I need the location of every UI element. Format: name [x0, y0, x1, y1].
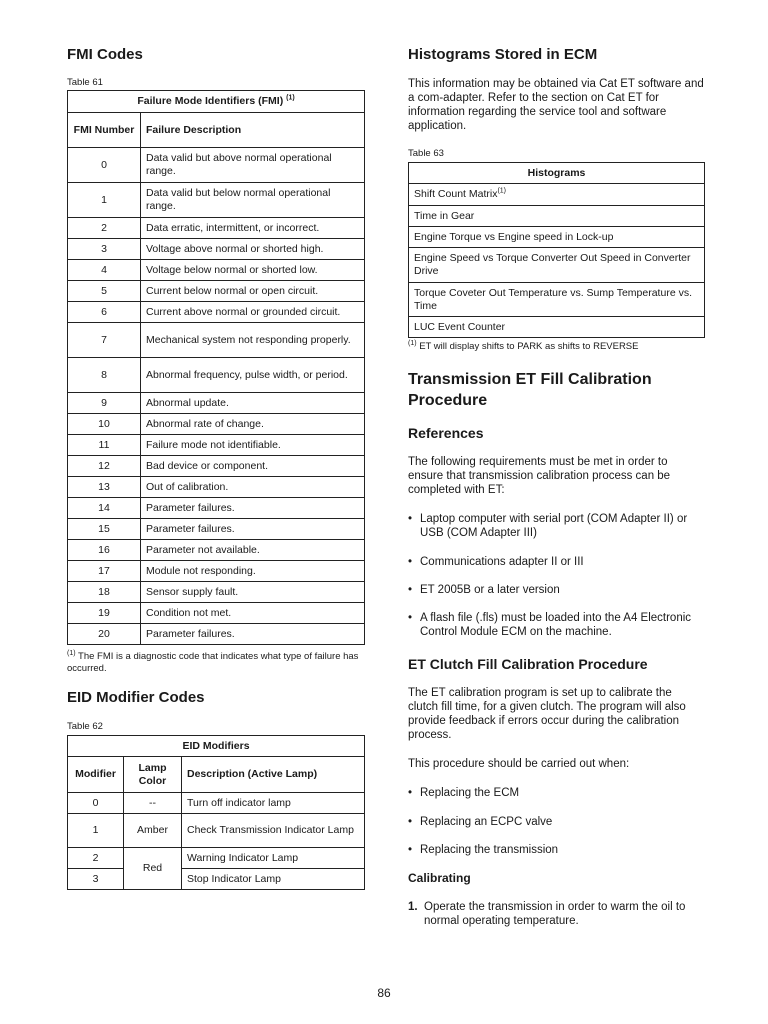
fmi-description-cell: Sensor supply fault. [141, 582, 365, 603]
fmi-col-number-header: FMI Number [68, 113, 141, 148]
references-heading: References [408, 425, 484, 441]
table-row [68, 239, 365, 260]
table-row [68, 183, 365, 218]
table-row [68, 414, 365, 435]
histogram-cell: Time in Gear [409, 206, 705, 227]
eid-lamp-color-cell: Amber [124, 814, 182, 848]
eid-lamp-color-cell: -- [124, 793, 182, 814]
eid-modifier-heading: EID Modifier Codes [67, 689, 205, 706]
clutch-fill-paragraph: The ET calibration program is set up to calibrate the clutch fill time, for a given clutch. The program will also provide feedback if errors occur during the calibration process. [408, 687, 686, 741]
table-row [68, 477, 365, 498]
fmi-description-cell: Current above normal or grounded circuit. [141, 302, 365, 323]
step-1: 1. Operate the transmission in order to warm the oil to normal operating temperature. [408, 901, 686, 927]
table-row [68, 393, 365, 414]
fmi-description-cell: Voltage below normal or shorted low. [141, 260, 365, 281]
histogram-cell: LUC Event Counter [409, 317, 705, 338]
histogram-cell: Shift Count Matrix$^{(1)}$ [409, 184, 705, 206]
fmi-description-cell: Data valid but below normal operational range. [141, 183, 365, 218]
table-row [409, 227, 705, 248]
fmi-footnote: $^{(1)}$ The FMI is a diagnostic code that indicates what type of failure has occurred. [67, 649, 359, 674]
list-item: • Replacing the transmission [408, 844, 559, 856]
eid-description-cell: Turn off indicator lamp [182, 793, 365, 814]
histograms-table [408, 162, 705, 338]
fmi-number-cell: 12 [68, 456, 141, 477]
fmi-description-cell: Data valid but above normal operational range. [141, 148, 365, 183]
table-row [68, 793, 365, 814]
table-row [68, 519, 365, 540]
table-row [68, 582, 365, 603]
fmi-table-title: Failure Mode Identifiers (FMI) $^{(1)}$ [68, 91, 365, 113]
table-row [68, 148, 365, 183]
table-row [68, 561, 365, 582]
clutch-fill-heading: ET Clutch Fill Calibration Procedure [408, 656, 648, 672]
eid-table [67, 735, 365, 890]
fmi-number-cell: 13 [68, 477, 141, 498]
fmi-description-cell: Out of calibration. [141, 477, 365, 498]
table-row [409, 317, 705, 338]
fmi-number-cell: 1 [68, 183, 141, 218]
table-row [68, 435, 365, 456]
clutch-fill-when: This procedure should be carried out when: [408, 758, 630, 770]
histogram-cell: Engine Speed vs Torque Converter Out Speed in Converter Drive [409, 248, 705, 283]
table-row [68, 624, 365, 645]
eid-col-description-header: Description (Active Lamp) [182, 757, 365, 793]
fmi-description-cell: Parameter failures. [141, 519, 365, 540]
table-row [68, 869, 365, 890]
fmi-description-cell: Module not responding. [141, 561, 365, 582]
histograms-table-title: Histograms [409, 163, 705, 184]
list-item: • Replacing an ECPC valve [408, 816, 553, 828]
list-item: • Communications adapter II or III [408, 556, 584, 568]
table-row [68, 260, 365, 281]
eid-modifier-cell: 0 [68, 793, 124, 814]
eid-modifier-cell: 2 [68, 848, 124, 869]
fmi-description-cell: Current below normal or open circuit. [141, 281, 365, 302]
eid-modifier-cell: 3 [68, 869, 124, 890]
list-item: • Replacing the ECM [408, 787, 520, 799]
table-row [68, 456, 365, 477]
table-row [68, 498, 365, 519]
fmi-codes-heading: FMI Codes [67, 46, 143, 63]
fmi-description-cell: Condition not met. [141, 603, 365, 624]
eid-table-title: EID Modifiers [68, 736, 365, 757]
fmi-number-cell: 5 [68, 281, 141, 302]
table-row [68, 814, 365, 848]
fmi-number-cell: 11 [68, 435, 141, 456]
fmi-number-cell: 4 [68, 260, 141, 281]
histograms-footnote: $^{(1)}$ ET will display shifts to PARK as shifts to REVERSE [408, 339, 639, 352]
fmi-number-cell: 18 [68, 582, 141, 603]
fmi-number-cell: 0 [68, 148, 141, 183]
fmi-description-cell: Data erratic, intermittent, or incorrect. [141, 218, 365, 239]
fmi-number-cell: 2 [68, 218, 141, 239]
fmi-description-cell: Abnormal update. [141, 393, 365, 414]
fmi-description-cell: Parameter failures. [141, 624, 365, 645]
fmi-description-cell: Mechanical system not responding properly. [141, 323, 365, 358]
table-row [68, 218, 365, 239]
fmi-number-cell: 9 [68, 393, 141, 414]
fmi-description-cell: Parameter not available. [141, 540, 365, 561]
eid-description-cell: Check Transmission Indicator Lamp [182, 814, 365, 848]
fmi-number-cell: 8 [68, 358, 141, 393]
fmi-col-description-header: Failure Description [141, 113, 365, 148]
fmi-number-cell: 14 [68, 498, 141, 519]
table-row [409, 184, 705, 206]
fmi-number-cell: 6 [68, 302, 141, 323]
fmi-description-cell: Bad device or component. [141, 456, 365, 477]
eid-col-lamp-color-header: Lamp Color [124, 757, 182, 793]
fmi-number-cell: 19 [68, 603, 141, 624]
fmi-description-cell: Voltage above normal or shorted high. [141, 239, 365, 260]
list-item: • Laptop computer with serial port (COM Adapter II) or USB (COM Adapter III) [408, 513, 688, 539]
fmi-table [67, 90, 365, 645]
table-row [68, 358, 365, 393]
table-row [409, 283, 705, 317]
table-row [68, 281, 365, 302]
table-row [409, 206, 705, 227]
table-row [68, 302, 365, 323]
table-63-label: Table 63 [408, 148, 444, 159]
fmi-number-cell: 17 [68, 561, 141, 582]
fmi-description-cell: Failure mode not identifiable. [141, 435, 365, 456]
fmi-description-cell: Abnormal rate of change. [141, 414, 365, 435]
references-intro: The following requirements must be met in order to ensure that transmission calibration process can be completed with ET: [408, 456, 671, 496]
eid-description-cell: Stop Indicator Lamp [182, 869, 365, 890]
table-row [68, 540, 365, 561]
table-row [68, 323, 365, 358]
fmi-number-cell: 10 [68, 414, 141, 435]
list-item: • ET 2005B or a later version [408, 584, 560, 596]
fmi-number-cell: 20 [68, 624, 141, 645]
eid-lamp-color-cell: Red [124, 848, 182, 890]
fmi-number-cell: 3 [68, 239, 141, 260]
histograms-intro: This information may be obtained via Cat ET software and a com-adapter. Refer to the section on Cat ET for information regarding the service tool and software application. [408, 78, 704, 132]
table-row [68, 603, 365, 624]
fmi-number-cell: 15 [68, 519, 141, 540]
table-61-label: Table 61 [67, 77, 103, 88]
eid-modifier-cell: 1 [68, 814, 124, 848]
eid-description-cell: Warning Indicator Lamp [182, 848, 365, 869]
procedure-title: Transmission ET Fill Calibration Procedure [408, 371, 652, 409]
page-number: 86 [377, 986, 391, 1000]
histogram-cell: Torque Coveter Out Temperature vs. Sump Temperature vs. Time [409, 283, 705, 317]
histograms-heading: Histograms Stored in ECM [408, 46, 598, 63]
fmi-number-cell: 16 [68, 540, 141, 561]
list-item: • A flash file (.fls) must be loaded into the A4 Electronic Control Module ECM on the machine. [408, 612, 692, 638]
table-62-label: Table 62 [67, 721, 103, 732]
histogram-cell: Engine Torque vs Engine speed in Lock-up [409, 227, 705, 248]
fmi-description-cell: Parameter failures. [141, 498, 365, 519]
table-row [68, 848, 365, 869]
calibrating-heading: Calibrating [408, 871, 471, 885]
eid-col-modifier-header: Modifier [68, 757, 124, 793]
fmi-number-cell: 7 [68, 323, 141, 358]
fmi-description-cell: Abnormal frequency, pulse width, or period. [141, 358, 365, 393]
table-row [409, 248, 705, 283]
